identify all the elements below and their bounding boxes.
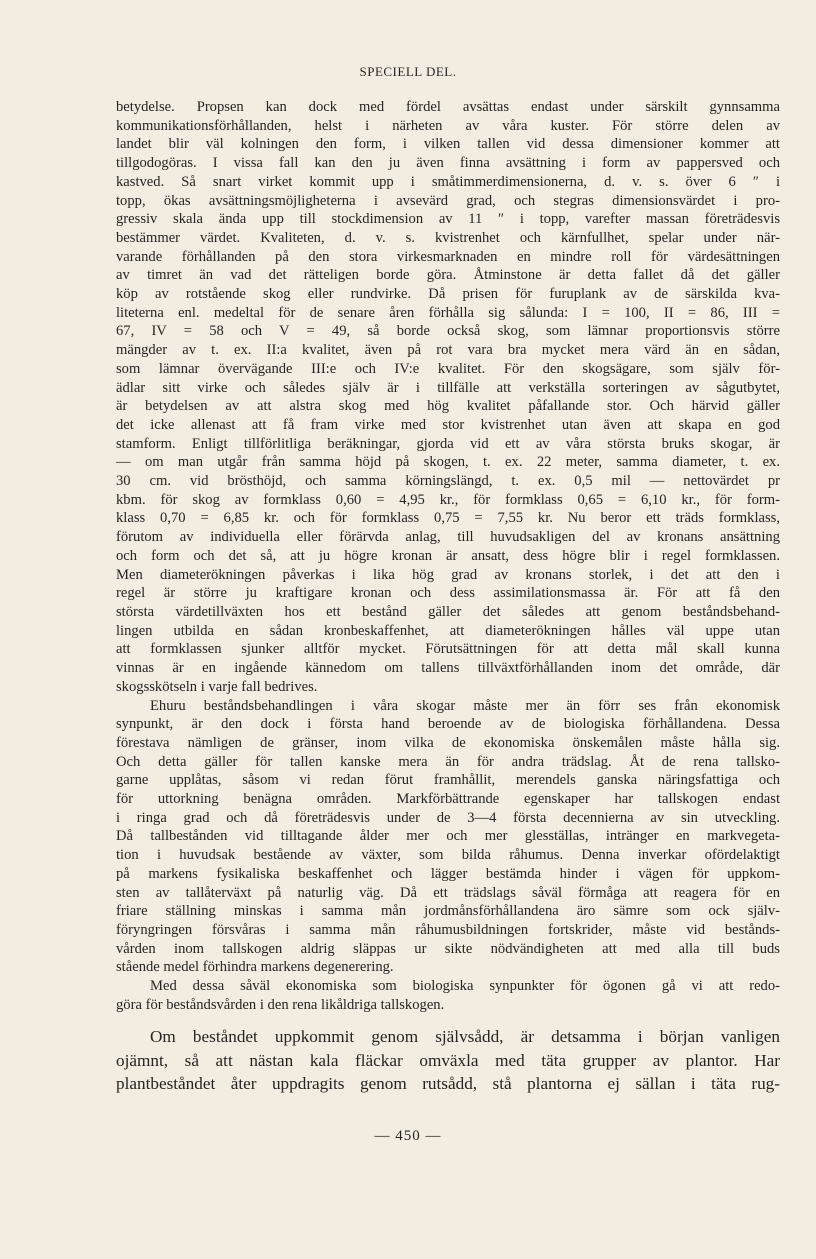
text-line: ädlar sitt virke och således själv är i tillfälle att verkställa sorteringen av sågutbytet,: [116, 379, 780, 396]
text-line: plantbeståndet åter uppdragits genom rutsådd, stå plantorna ej sällan i täta rug-: [116, 1074, 780, 1094]
text-line: föryngringen försvåras i samma mån råhumusbildningen fortskrider, måste vid bestånds-: [116, 921, 780, 938]
text-line: Ehuru beståndsbehandlingen i våra skogar måste mer än förr ses från ekonomisk: [150, 697, 780, 714]
text-line: förutom av individuella eller förärvda anlag, till huvudsakligen del av kronans ansättning: [116, 529, 780, 546]
text-line: förestava nämligen de gränser, inom vilka de ekonomiska önskemålen måste hålla sig.: [116, 734, 780, 751]
text-line: vinnas är en ingående kännedom om tallens tillväxtförhållanden inom det område, där: [116, 660, 780, 677]
text-line: Då tallbestånden vid tilltagande ålder mer och mer glesställas, intränger en markvegeta-: [116, 828, 780, 845]
text-line: på markens fysikaliska beskaffenhet och lägger bestämda hinder i vägen för uppkom-: [116, 865, 780, 882]
text-line: är betydelsen av att alstra skog med hög kvalitet påfallande stor. Och härvid gäller: [116, 398, 780, 415]
text-line: landet blir väl kolningen den form, i vilken tallen vid dessa dimensioner kommer att: [116, 136, 780, 153]
text-line: garne upplåtas, såsom vi redan förut framhållit, merendels ganska näringsfattiga och: [116, 772, 780, 789]
text-line: Men diameterökningen påverkas i lika hög grad av kronans storlek, i det att den i: [116, 566, 780, 583]
text-line: Med dessa såväl ekonomiska som biologiska synpunkter för ögonen gå vi att redo-: [150, 978, 780, 995]
text-line: — om man utgår från samma höjd på skogen, t. ex. 22 meter, samma diameter, t. ex.: [116, 454, 780, 471]
text-line: synpunkt, är den dock i första hand beroende av de biologiska förhållandena. Dessa: [116, 716, 780, 733]
text-line: tion i huvudsak bestående av växter, som bilda råhumus. Denna inverkar ofördelaktigt: [116, 847, 780, 864]
text-line: topp, ökas avsättningsmöjligheterna i avsevärd grad, och stegras dimensionsvärdet i pro-: [116, 192, 780, 209]
text-line: och form och det så, att ju högre kronan är ansatt, dess högre blir i regel formklassen.: [116, 547, 780, 564]
text-line: att formklassen sjunker alltför mycket. Förutsättningen för att detta mål skall kunna: [116, 641, 780, 658]
text-line: betydelse. Propsen kan dock med fördel avsättas endast under särskilt gynnsamma: [116, 99, 780, 115]
text-line: Och detta gäller för tallen kanske mera än för andra trädslag. Åt de rena tallsko-: [116, 753, 780, 770]
text-line: tillgodogöras. I vissa fall kan den ju även finna avsättning i form av pappersved och: [116, 155, 780, 172]
text-line: bestämmer värdet. Kvaliteten, d. v. s. kvistrenhet och kärnfullhet, spelar under när-: [116, 229, 780, 246]
text-line: ojämnt, så att nästan kala fläckar omväxla med täta grupper av plantor. Har: [116, 1050, 780, 1070]
text-line: varande förhållanden på den stora virkesmarknaden en mindre roll för värdesättningen: [116, 248, 780, 265]
text-line: sten av tallåterväxt på naturlig väg. Då ett trädslags såväl förmåga att reagera för en: [116, 884, 780, 901]
text-line: lingen utbilda en sådan kronbeskaffenhet, att diameterökningen hålles väl uppe utan: [116, 622, 780, 639]
text-line: stamform. Enligt tillförlitliga beräkningar, gjorda vid ett av våra största bruks skogar, är: [116, 435, 780, 452]
text-line: kommunikationsförhållanden, helst i närheten av våra kuster. För större delen av: [116, 117, 780, 134]
text-line: friare ställning minskas i samma mån jordmånsförhållandena äro sämre som ock själv-: [116, 903, 780, 920]
main-text-block: [116, 98, 780, 1014]
text-line: i ringa grad och då företrädesvis under de 3—4 första decennierna av sin utveckling.: [116, 809, 780, 826]
text-line: 30 cm. vid brösthöjd, och samma körningslängd, t. ex. 0,5 mil — nettovärdet pr: [116, 473, 780, 490]
text-line: 67, IV = 58 och V = 49, så borde också skog, som lämnar proportionsvis större: [116, 323, 780, 340]
text-line: det icke allenast att få fram virke med stor kvistrenhet utan även att skapa en god: [116, 416, 780, 433]
text-line: liteterna enl. medeltal för de senare åren förhålla sig sålunda: I = 100, II = 86, III =: [116, 304, 780, 321]
text-line: största värdetillväxten hos ett bestånd gäller det således att genom beståndsbehand-: [116, 603, 780, 620]
running-header: SPECIELL DEL.: [359, 64, 457, 79]
text-line: stående medel förhindra markens degenerering.: [116, 959, 394, 976]
text-line: regel är större ju kraftigare kronan och dess assimilationsmassa är. För att få den: [116, 585, 780, 602]
text-line: kbm. för skog av formklass 0,60 = 4,95 kr., för formklass 0,65 = 6,10 kr., för form-: [116, 491, 780, 508]
text-line: för uttorkning benägna områden. Markförbättrande egenskaper har tallskogen endast: [116, 791, 780, 808]
text-line: av timret än vad det rätteligen borde göra. Åtminstone är detta fallet då det gäller: [116, 267, 780, 284]
text-line: göra för beståndsvården i den rena likåldriga tallskogen.: [116, 996, 445, 1013]
text-line: kastved. Så snart virket kommit upp i småtimmerdimensionerna, d. v. s. över 6 ″ i: [116, 173, 780, 190]
text-line: som lämnar övervägande III:e och IV:e kvalitet. För den skogsägare, som själv för-: [116, 360, 780, 377]
text-line: vården inom tallskogen aldrig släppas ur sikte nödvändigheten att med alla till buds: [116, 940, 780, 957]
page-number: — 450 —: [374, 1128, 442, 1144]
text-line: klass 0,70 = 6,85 kr. och för formklass 0,75 = 7,55 kr. Nu beror ett träds formklass,: [116, 510, 780, 527]
text-line: skogsskötseln i varje fall bedrives.: [116, 678, 318, 695]
continuation-paragraph: [116, 1025, 780, 1096]
text-line: mängder av t. ex. II:a kvalitet, även på rot vara bra mycket mera värd än en sådan,: [116, 342, 780, 359]
text-line: köp av rotstående skog eller rundvirke. Då prisen för furuplank av de särskilda kva-: [116, 286, 780, 303]
text-line: gressiv skala ända upp till stockdimension av 11 ″ i topp, varefter massan företrädesvis: [116, 211, 780, 228]
text-line: Om beståndet uppkommit genom självsådd, är detsamma i början vanligen: [150, 1027, 780, 1046]
